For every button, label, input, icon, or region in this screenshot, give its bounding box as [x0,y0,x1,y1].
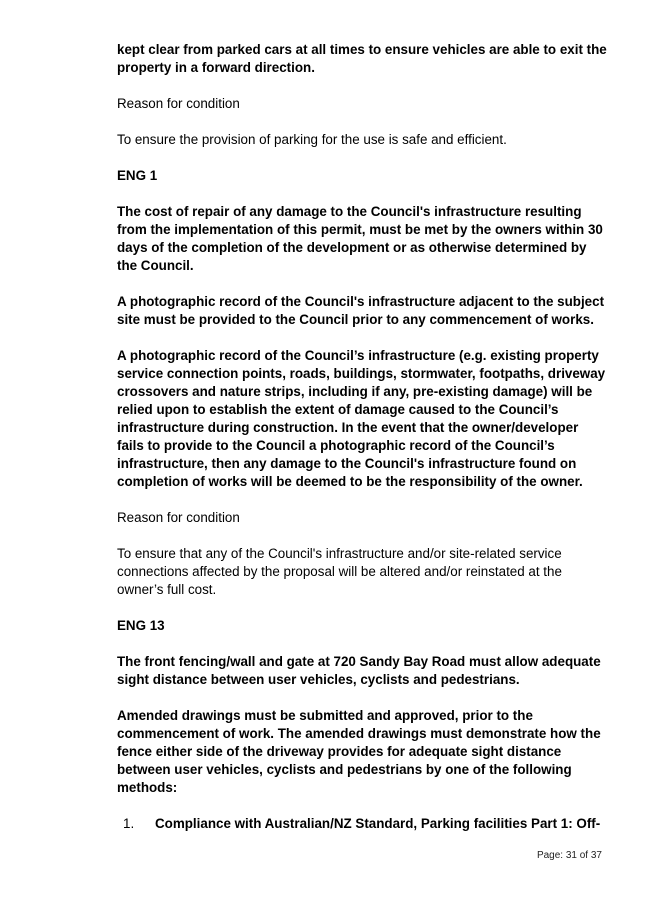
paragraph-photographic-record-adjacent: A photographic record of the Council's infrastructure adjacent to the subject site must be provided to the Council prior to any commencement of works. [117,294,605,327]
document-body [117,41,607,833]
page-number: Page: 31 of 37 [536,850,602,861]
paragraph-front-fencing: The front fencing/wall and gate at 720 Sandy Bay Road must allow adequate sight distance between user vehicles, cyclists and pedestrians. [117,654,601,687]
list-item-number: 1. [123,816,135,831]
list-item [123,815,607,833]
list-item-text: Compliance with Australian/NZ Standard, Parking facilities Part 1: Off- [155,816,601,831]
reason-text-1: To ensure the provision of parking for the use is safe and efficient. [117,132,507,147]
reason-heading-2: Reason for condition [117,510,240,525]
paragraph-photographic-record-details: A photographic record of the Council’s infrastructure (e.g. existing property service connection points, roads, buildings, stormwater, footpaths, driveway crossovers and nature strips, including if any, pre-existing damage) will be relied upon to establish the extent of damage caused to the Council’s infrastructure during construction. In the event that the owner/developer fails to provide to the Council a photographic record of the Council’s infrastructure, then any damage to the Council's infrastructure found on completion of works will be deemed to be the responsibility of the owner. [117,348,606,489]
condition-heading-eng-13: ENG 13 [117,618,165,633]
paragraph-amended-drawings: Amended drawings must be submitted and approved, prior to the commencement of work. The amended drawings must demonstrate how the fence either side of the driveway provides for adequate sight distance between user vehicles, cyclists and pedestrians by one of the following methods: [117,708,601,795]
reason-text-2: To ensure that any of the Council's infrastructure and/or site-related service connections affected by the proposal will be altered and/or reinstated at the owner’s full cost. [117,546,562,597]
paragraph-cost-of-repair: The cost of repair of any damage to the Council's infrastructure resulting from the implementation of this permit, must be met by the owners within 30 days of the completion of the development or as otherwise determined by the Council. [117,204,603,273]
condition-heading-eng-1: ENG 1 [117,168,158,183]
paragraph-parking-clear: kept clear from parked cars at all times to ensure vehicles are able to exit the property in a forward direction. [117,42,607,75]
reason-heading-1: Reason for condition [117,96,240,111]
